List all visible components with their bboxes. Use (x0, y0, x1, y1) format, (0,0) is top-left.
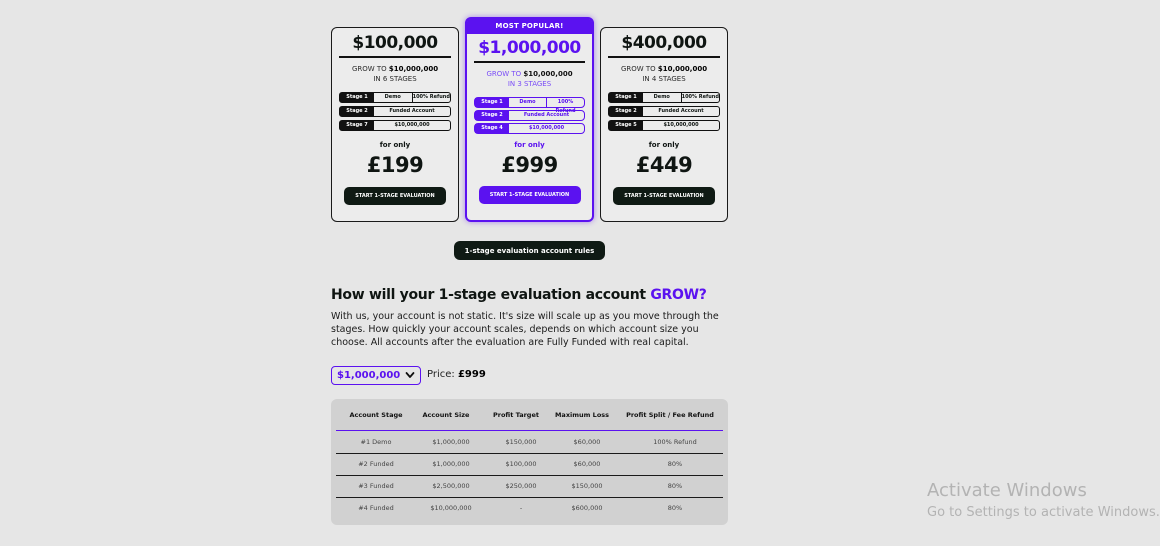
table-cell: $600,000 (571, 504, 603, 512)
account-size-select[interactable] (331, 366, 421, 385)
price-value: £999 (457, 369, 486, 380)
stage-row (474, 123, 585, 134)
stage-name: Stage 2 (609, 107, 643, 116)
stage-name: Stage 7 (340, 121, 374, 130)
header-cell: Maximum Loss (554, 411, 610, 419)
for-only-label: for only (379, 141, 411, 149)
stage-row (474, 110, 585, 121)
table-cell: $60,000 (573, 460, 601, 468)
stage-value: $10,000,000 (394, 122, 430, 128)
account-stages-table (331, 399, 728, 525)
table-cell: #3 Funded (358, 482, 394, 490)
table-cell: $250,000 (505, 482, 537, 490)
table-cell: $10,000,000 (430, 504, 472, 512)
pricing-card-400k (600, 27, 728, 222)
table-row (336, 475, 723, 497)
card-amount: $100,000 (352, 33, 438, 53)
chevron-down-icon (405, 370, 415, 380)
stage-row (339, 92, 451, 103)
stage-row (608, 106, 720, 117)
start-evaluation-button[interactable]: START 1-STAGE EVALUATION (344, 187, 446, 205)
table-cell: 80% (667, 460, 683, 468)
stage-value: Demo (643, 93, 682, 102)
stage-value: $10,000,000 (663, 122, 699, 128)
pricing-card-100k (331, 27, 459, 222)
grow-to-label: GROW TO (620, 65, 656, 73)
stage-name: Stage 2 (340, 107, 374, 116)
evaluation-rules-button[interactable]: 1-stage evaluation account rules (454, 241, 605, 260)
grow-description: With us, your account is not static. It's size will scale up as you move through the stages. How quickly your account scales, depends on which account size you choose. All accounts after the evaluation are Fully Funded with real capital. (331, 311, 719, 348)
selected-price (427, 369, 486, 380)
stage-name: Stage 2 (475, 111, 509, 120)
table-cell: 80% (667, 504, 683, 512)
header-cell: Account Stage (349, 411, 403, 419)
stage-list (608, 92, 720, 131)
grow-heading-text: How will your 1-stage evaluation account (331, 287, 646, 303)
grow-stages: IN 6 STAGES (373, 75, 417, 83)
stage-name: Stage 1 (340, 93, 374, 102)
start-evaluation-button[interactable]: START 1-STAGE EVALUATION (613, 187, 715, 205)
stage-row (608, 92, 720, 103)
stage-list (474, 97, 585, 134)
table-cell: $2,500,000 (432, 482, 470, 490)
grow-text (467, 69, 592, 89)
stage-row (474, 97, 585, 114)
grow-stages: IN 4 STAGES (642, 75, 686, 83)
stage-value: $10,000,000 (528, 125, 565, 131)
table-cell: $60,000 (573, 438, 601, 446)
table-cell: #4 Funded (358, 504, 394, 512)
selected-size: $1,000,000 (337, 370, 401, 381)
header-cell: Profit Split / Fee Refund (626, 411, 714, 419)
stage-name: Stage 1 (609, 93, 643, 102)
table-cell: #2 Funded (358, 460, 394, 468)
grow-heading (331, 287, 751, 303)
activate-windows-subtitle: Go to Settings to activate Windows. (927, 505, 1160, 520)
card-price: £449 (635, 153, 693, 177)
table-row (336, 497, 723, 519)
amount-divider (608, 56, 720, 58)
table-cell: $1,000,000 (432, 460, 470, 468)
price-label: Price: (427, 369, 455, 380)
header-cell: Account Size (422, 411, 470, 419)
table-cell: 100% Refund (653, 438, 697, 446)
grow-stages: IN 3 STAGES (507, 80, 552, 88)
stage-name: Stage 5 (609, 121, 643, 130)
table-cell: $150,000 (505, 438, 537, 446)
stage-value: Funded Account (389, 108, 435, 114)
grow-amount: $10,000,000 (388, 65, 439, 73)
stage-value: 100% Refund (555, 99, 576, 114)
stage-value: Demo (509, 98, 547, 107)
pricing-card-1m (465, 17, 594, 222)
table-cell: $1,000,000 (432, 438, 470, 446)
table-cell: $100,000 (505, 460, 537, 468)
stage-name: Stage 4 (475, 124, 509, 133)
stage-name: Stage 1 (475, 98, 509, 107)
table-row (336, 431, 723, 453)
stage-value: Funded Account (658, 108, 704, 114)
for-only-label: for only (648, 141, 680, 149)
grow-amount: $10,000,000 (523, 70, 573, 78)
table-header (331, 411, 728, 425)
activate-windows-title: Activate Windows (927, 480, 1087, 501)
grow-heading-accent: GROW? (650, 287, 707, 303)
stage-value: Demo (374, 93, 413, 102)
card-amount: $400,000 (621, 33, 707, 53)
grow-to-label: GROW TO (351, 65, 387, 73)
table-cell: 80% (667, 482, 683, 490)
table-cell: $150,000 (571, 482, 603, 490)
card-price: £999 (501, 153, 558, 177)
card-price: £199 (366, 153, 424, 177)
stage-value: 100% Refund (412, 94, 450, 100)
most-popular-badge: MOST POPULAR! (467, 19, 592, 34)
table-cell: - (519, 504, 523, 512)
amount-divider (339, 56, 451, 58)
table-row (336, 453, 723, 475)
stage-value: 100% Refund (681, 94, 719, 100)
stage-row (339, 106, 451, 117)
for-only-label: for only (514, 141, 545, 149)
stage-row (339, 120, 451, 131)
amount-divider (474, 61, 585, 63)
stage-list (339, 92, 451, 131)
card-amount: $1,000,000 (478, 38, 581, 58)
grow-text (601, 64, 727, 84)
stage-value: Funded Account (523, 112, 570, 118)
stage-row (608, 120, 720, 131)
grow-text (332, 64, 458, 84)
grow-amount: $10,000,000 (657, 65, 708, 73)
table-cell: #1 Demo (360, 438, 392, 446)
header-cell: Profit Target (493, 411, 539, 419)
start-evaluation-button[interactable]: START 1-STAGE EVALUATION (479, 186, 581, 204)
grow-to-label: GROW TO (486, 70, 522, 78)
